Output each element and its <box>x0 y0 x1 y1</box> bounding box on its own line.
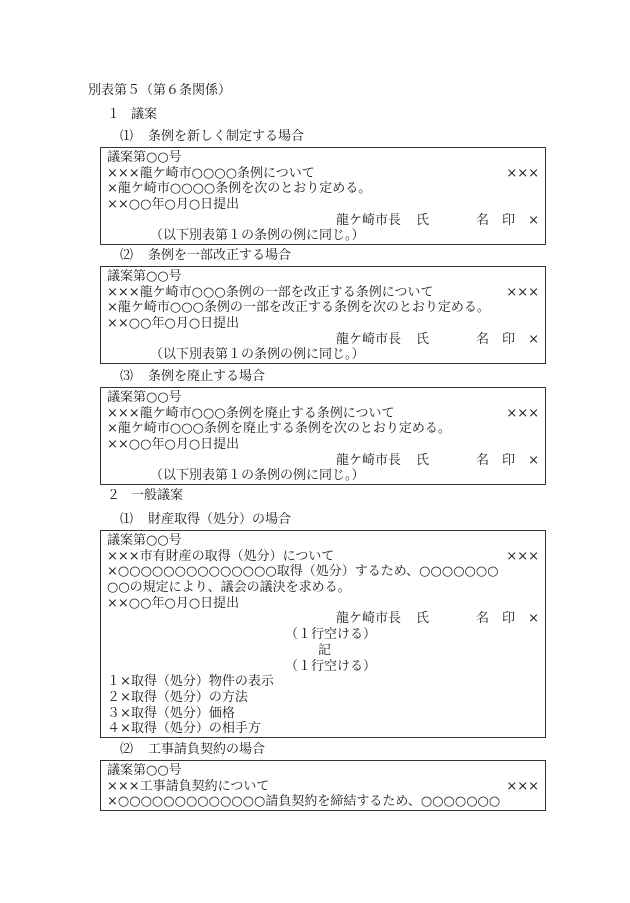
signer-line <box>107 213 539 229</box>
signer-office: 龍ケ崎市長 <box>335 331 401 347</box>
signer-space-mark: × <box>528 611 539 627</box>
subsection-heading: 条例を廃止する場合 <box>148 369 266 384</box>
signer-name-1: 氏 <box>415 611 429 627</box>
subsection-number: ⑶ <box>120 369 134 384</box>
list-item: ４×取得（処分）の相手方 <box>107 721 261 737</box>
signer-name-1: 氏 <box>415 331 429 347</box>
bill-subject-line <box>107 285 539 301</box>
bill-body-line: ×○○○○○○○○○○○○○請負契約を締結するため、○○○○○○○ <box>107 794 501 810</box>
bill-body-line: ×龍ケ崎市○○○条例の一部を改正する条例を次のとおり定める。 <box>107 300 490 316</box>
subsection-number: ⑵ <box>120 742 134 757</box>
list-item: ２×取得（処分）の方法 <box>107 689 248 705</box>
bill-subject-mark: ××× <box>506 778 539 794</box>
bill-form-box <box>100 387 546 485</box>
signer-space-mark: × <box>528 331 539 347</box>
table-title: 別表第５（第６条関係） <box>88 83 232 98</box>
section-heading: 一般議案 <box>131 488 184 503</box>
submission-date: ××○○年○月○日提出 <box>107 316 240 332</box>
bill-subject-line <box>107 406 539 422</box>
seal-mark: 印 <box>501 611 515 627</box>
form-note: （以下別表第１の条例の例に同じ。） <box>150 228 365 244</box>
signer-office: 龍ケ崎市長 <box>335 212 401 228</box>
blank-line-note: （１行空ける） <box>285 627 377 643</box>
bill-subject: ×××龍ケ崎市○○○条例の一部を改正する条例について <box>107 284 434 300</box>
bill-body-line: ×龍ケ崎市○○○条例を廃止する条例を次のとおり定める。 <box>107 421 451 437</box>
subsection-number: ⑴ <box>120 512 134 527</box>
list-item: １×取得（処分）物件の表示 <box>107 674 274 690</box>
signer-name-1: 氏 <box>415 212 429 228</box>
signer-name-1: 氏 <box>415 452 429 468</box>
signer-name-2: 名 <box>475 452 489 468</box>
bill-subject: ×××龍ケ崎市○○○条例を廃止する条例について <box>107 405 395 421</box>
bill-body-line: ○○の規定により、議会の議決を求める。 <box>107 580 351 596</box>
blank-line-note: （１行空ける） <box>285 658 377 674</box>
signer-name-2: 名 <box>475 212 489 228</box>
bill-form-box <box>100 530 546 738</box>
bill-subject-mark: ××× <box>506 284 539 300</box>
subsection-heading: 条例を一部改正する場合 <box>148 248 292 263</box>
signer-space-mark: × <box>528 452 539 468</box>
signer-name-2: 名 <box>475 611 489 627</box>
section-heading: 議案 <box>131 107 158 122</box>
signer-line <box>107 453 539 469</box>
bill-subject-line <box>107 549 539 565</box>
seal-mark: 印 <box>501 331 515 347</box>
bill-subject-line <box>107 779 539 795</box>
bill-subject-mark: ××× <box>506 405 539 421</box>
signer-line <box>107 332 539 348</box>
bill-number: 議案第○○号 <box>107 390 182 405</box>
submission-date: ××○○年○月○日提出 <box>107 197 240 213</box>
section-number: １ <box>107 107 121 122</box>
signer-name-2: 名 <box>475 331 489 347</box>
bill-subject: ×××工事請負契約について <box>107 778 270 794</box>
bill-number: 議案第○○号 <box>107 150 182 165</box>
bill-form-box <box>100 760 546 811</box>
bill-subject: ×××市有財産の取得（処分）について <box>107 548 335 564</box>
subsection-heading: 工事請負契約の場合 <box>148 742 266 757</box>
submission-date: ××○○年○月○日提出 <box>107 437 240 453</box>
signer-space-mark: × <box>528 212 539 228</box>
bill-body-line: ×○○○○○○○○○○○○○○取得（処分）するため、○○○○○○○ <box>107 564 499 580</box>
signer-office: 龍ケ崎市長 <box>335 452 401 468</box>
bill-subject-line <box>107 166 539 182</box>
form-note: （以下別表第１の条例の例に同じ。） <box>150 468 365 484</box>
section-number: ２ <box>107 488 121 503</box>
form-note: （以下別表第１の条例の例に同じ。） <box>150 347 365 363</box>
bill-number: 議案第○○号 <box>107 269 182 284</box>
submission-date: ××○○年○月○日提出 <box>107 595 240 611</box>
seal-mark: 印 <box>501 212 515 228</box>
ki-heading: 記 <box>318 642 332 658</box>
bill-subject-mark: ××× <box>506 165 539 181</box>
bill-number: 議案第○○号 <box>107 763 182 778</box>
bill-number: 議案第○○号 <box>107 533 182 548</box>
bill-subject-mark: ××× <box>506 548 539 564</box>
bill-body-line: ×龍ケ崎市○○○○条例を次のとおり定める。 <box>107 181 372 197</box>
signer-office: 龍ケ崎市長 <box>335 611 401 627</box>
bill-form-box <box>100 147 546 245</box>
subsection-number: ⑴ <box>120 129 134 144</box>
list-item: ３×取得（処分）価格 <box>107 705 235 721</box>
seal-mark: 印 <box>501 452 515 468</box>
signer-line <box>107 611 539 627</box>
bill-subject: ×××龍ケ崎市○○○○条例について <box>107 165 315 181</box>
bill-form-box <box>100 266 546 364</box>
subsection-heading: 財産取得（処分）の場合 <box>148 512 292 527</box>
subsection-number: ⑵ <box>120 248 134 263</box>
subsection-heading: 条例を新しく制定する場合 <box>148 129 305 144</box>
